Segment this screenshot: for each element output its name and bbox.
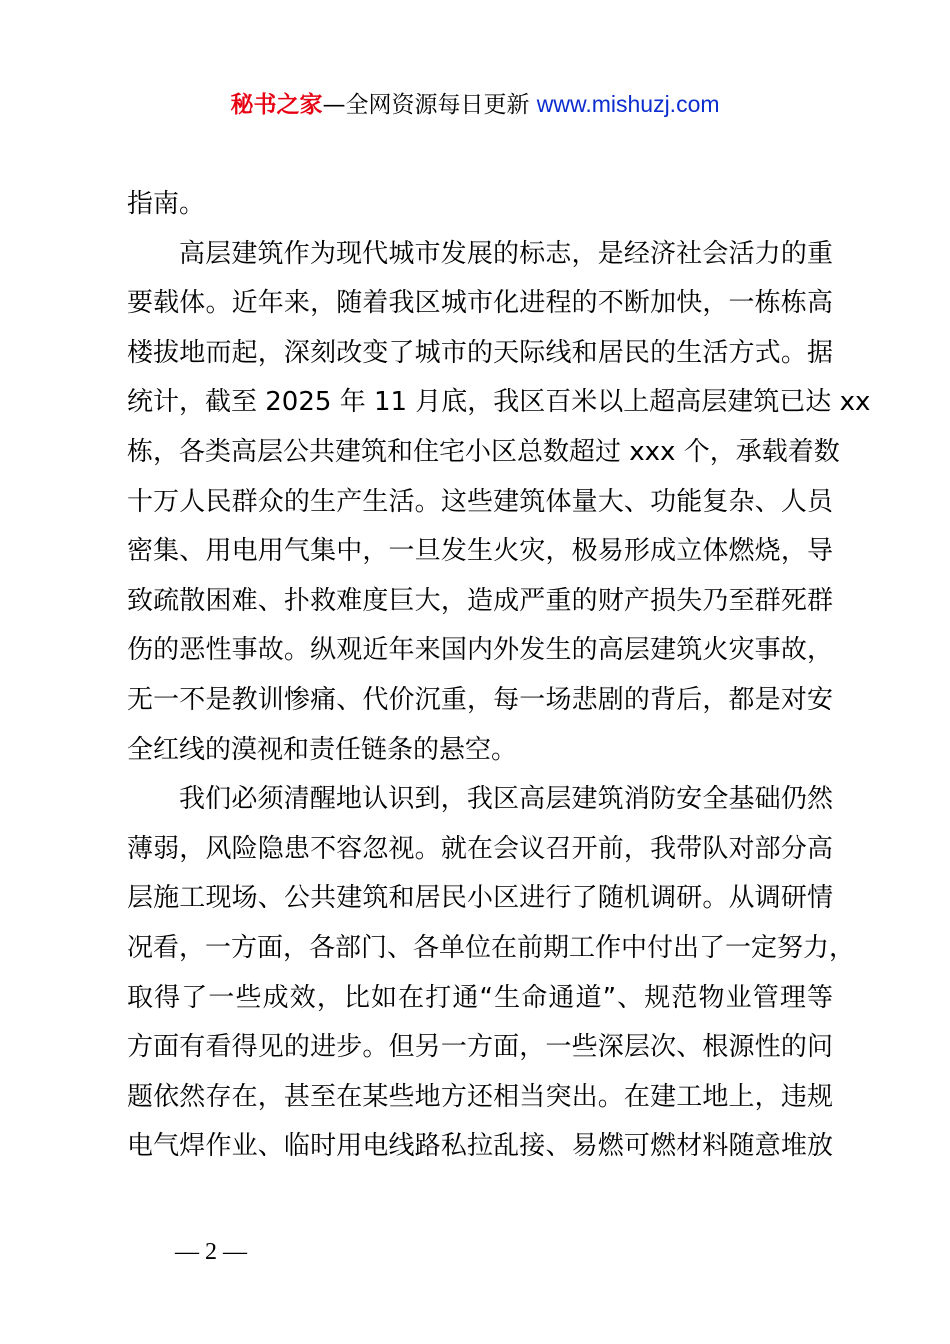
text-line: 况看，一方面，各部门、各单位在前期工作中付出了一定努力， (127, 932, 856, 963)
text-line: 指南。 (127, 189, 206, 219)
text-line: 电气焊作业、临时用电线路私拉乱接、易燃可燃材料随意堆放 (127, 1131, 833, 1162)
text-line: 栋，各类高层公共建筑和住宅小区总数超过 xxx 个，承载着数 (127, 436, 840, 467)
document-body (127, 180, 871, 1172)
text-line: 方面有看得见的进步。但另一方面，一些深层次、根源性的问 (127, 1032, 833, 1063)
text-line: 十万人民群众的生产生活。这些建筑体量大、功能复杂、人员 (127, 486, 833, 517)
text-line: 无一不是教训惨痛、代价沉重，每一场悲剧的背后，都是对安 (127, 684, 833, 715)
text-line: 层施工现场、公共建筑和居民小区进行了随机调研。从调研情 (127, 883, 833, 914)
text-line: 全红线的漠视和责任链条的悬空。 (127, 734, 518, 765)
text-line: 密集、用电用气集中，一旦发生火灾，极易形成立体燃烧，导 (127, 536, 833, 567)
text-line: 统计，截至 2025 年 11 月底，我区百米以上超高层建筑已达 xx (127, 387, 871, 418)
text-line: 要载体。近年来，随着我区城市化进程的不断加快，一栋栋高 (127, 288, 833, 319)
page-header (0, 88, 950, 121)
header-tagline: —全网资源每日更新 (322, 92, 537, 118)
text-line: 高层建筑作为现代城市发展的标志，是经济社会活力的重 (179, 238, 833, 269)
text-line: 我们必须清醒地认识到，我区高层建筑消防安全基础仍然 (179, 784, 833, 815)
text-line: 致疏散困难、扑救难度巨大，造成严重的财产损失乃至群死群 (127, 585, 833, 616)
text-line: 伤的恶性事故。纵观近年来国内外发生的高层建筑火灾事故， (127, 635, 833, 666)
text-line: 楼拔地而起，深刻改变了城市的天际线和居民的生活方式。据 (127, 337, 833, 368)
page-number: — 2 — (175, 1239, 247, 1265)
website-url[interactable]: www.mishuzj.com (536, 91, 720, 117)
text-line: 取得了一些成效，比如在打通“生命通道”、规范物业管理等 (127, 982, 833, 1013)
brand-name: 秘书之家 (230, 92, 323, 118)
text-line: 题依然存在，甚至在某些地方还相当突出。在建工地上，违规 (127, 1081, 833, 1112)
text-line: 薄弱，风险隐患不容忽视。就在会议召开前，我带队对部分高 (127, 833, 833, 864)
